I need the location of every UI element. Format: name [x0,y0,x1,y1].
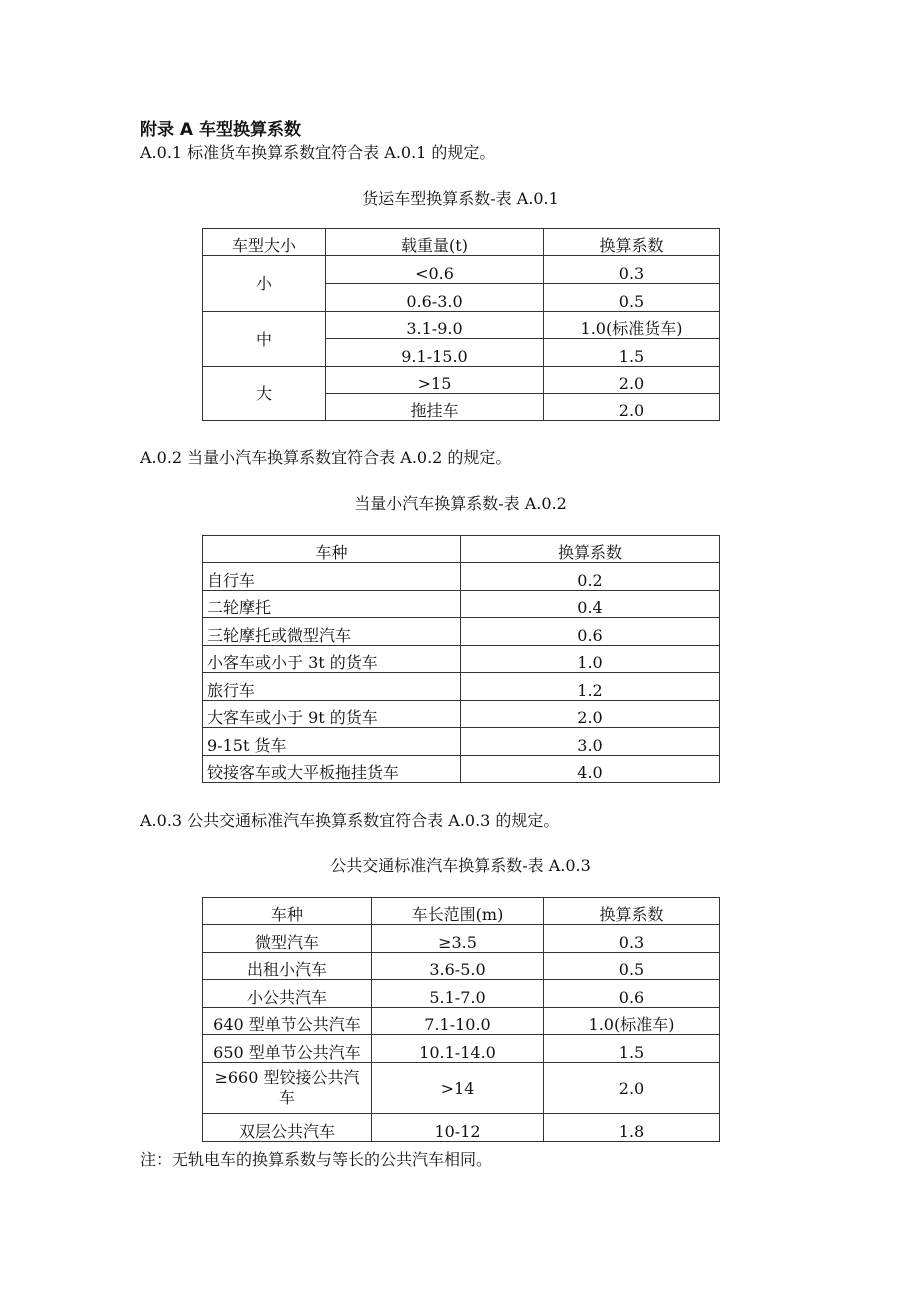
table2-caption: 当量小汽车换算系数-表 A.0.2 [354,494,567,513]
size-cell: 小 [203,256,326,312]
table3-caption: 公共交通标准汽车换算系数-表 A.0.3 [330,856,591,875]
vehicle-type-cell: 640 型单节公共汽车 [203,1008,372,1035]
table-row [203,953,720,980]
factor-cell: 1.5 [544,339,720,367]
table-row [203,1035,720,1063]
column-header: 车种 [203,898,372,925]
vehicle-type-cell: 三轮摩托或微型汽车 [203,618,461,646]
section2-intro: A.0.2 当量小汽车换算系数宜符合表 A.0.2 的规定。 [140,448,512,467]
freight-conversion-table [202,228,720,421]
load-cell: 0.6-3.0 [326,284,544,312]
vehicle-type-cell: 小公共汽车 [203,980,372,1008]
factor-cell: 4.0 [461,756,720,783]
table1-caption: 货运车型换算系数-表 A.0.1 [362,189,559,208]
factor-cell: 0.5 [544,953,720,980]
table-row [203,756,720,783]
factor-cell: 1.5 [544,1035,720,1063]
factor-cell: 0.6 [544,980,720,1008]
table-row [203,563,720,591]
table-row [203,646,720,673]
appendix-heading: 附录 A 车型换算系数 [140,120,301,140]
factor-cell: 1.0 [461,646,720,673]
column-header: 车种 [203,536,461,563]
factor-cell: 2.0 [544,1063,720,1114]
length-cell: 10.1-14.0 [372,1035,544,1063]
factor-cell: 0.2 [461,563,720,591]
column-header: 车型大小 [203,229,326,256]
table-row [203,1114,720,1142]
section1-intro: A.0.1 标准货车换算系数宜符合表 A.0.1 的规定。 [140,143,496,162]
length-cell: 10-12 [372,1114,544,1142]
vehicle-type-cell: 出租小汽车 [203,953,372,980]
vehicle-type-cell: ≥660 型铰接公共汽车 [203,1063,372,1114]
factor-cell: 2.0 [461,701,720,728]
section3-intro: A.0.3 公共交通标准汽车换算系数宜符合表 A.0.3 的规定。 [140,811,560,830]
table-row [203,728,720,756]
load-cell: 9.1-15.0 [326,339,544,367]
length-cell: >14 [372,1063,544,1114]
column-header: 换算系数 [544,898,720,925]
vehicle-type-cell: 大客车或小于 9t 的货车 [203,701,461,728]
vehicle-type-cell: 小客车或小于 3t 的货车 [203,646,461,673]
column-header: 车长范围(m) [372,898,544,925]
factor-cell: 1.0(标准货车) [544,312,720,339]
table-row [203,591,720,618]
vehicle-type-cell: 二轮摩托 [203,591,461,618]
factor-cell: 1.0(标准车) [544,1008,720,1035]
factor-cell: 2.0 [544,394,720,421]
column-header: 换算系数 [461,536,720,563]
factor-cell: 1.8 [544,1114,720,1142]
table-row [203,618,720,646]
factor-cell: 0.6 [461,618,720,646]
table-row [203,1063,720,1114]
table-row [203,980,720,1008]
table3-note: 注：无轨电车的换算系数与等长的公共汽车相同。 [140,1150,493,1169]
vehicle-type-cell: 双层公共汽车 [203,1114,372,1142]
factor-cell: 0.3 [544,256,720,284]
load-cell: <0.6 [326,256,544,284]
column-header: 载重量(t) [326,229,544,256]
table-row [203,673,720,701]
length-cell: ≥3.5 [372,925,544,953]
vehicle-type-cell: 650 型单节公共汽车 [203,1035,372,1063]
size-cell: 中 [203,312,326,367]
column-header: 换算系数 [544,229,720,256]
factor-cell: 0.5 [544,284,720,312]
table-row [203,367,720,394]
load-cell: 3.1-9.0 [326,312,544,339]
factor-cell: 1.2 [461,673,720,701]
length-cell: 3.6-5.0 [372,953,544,980]
factor-cell: 0.3 [544,925,720,953]
length-cell: 7.1-10.0 [372,1008,544,1035]
vehicle-type-cell: 铰接客车或大平板拖挂货车 [203,756,461,783]
table-row [203,701,720,728]
table-header-row [203,898,720,925]
factor-cell: 0.4 [461,591,720,618]
vehicle-type-cell: 自行车 [203,563,461,591]
table-row [203,256,720,284]
vehicle-type-cell: 9-15t 货车 [203,728,461,756]
table-row [203,925,720,953]
size-cell: 大 [203,367,326,421]
pcu-conversion-table [202,535,720,783]
table-row [203,312,720,339]
load-cell: 拖挂车 [326,394,544,421]
load-cell: >15 [326,367,544,394]
factor-cell: 2.0 [544,367,720,394]
vehicle-type-cell: 旅行车 [203,673,461,701]
table-header-row [203,536,720,563]
transit-conversion-table [202,897,720,1142]
vehicle-type-cell: 微型汽车 [203,925,372,953]
factor-cell: 3.0 [461,728,720,756]
length-cell: 5.1-7.0 [372,980,544,1008]
table-row [203,1008,720,1035]
table-header-row [203,229,720,256]
